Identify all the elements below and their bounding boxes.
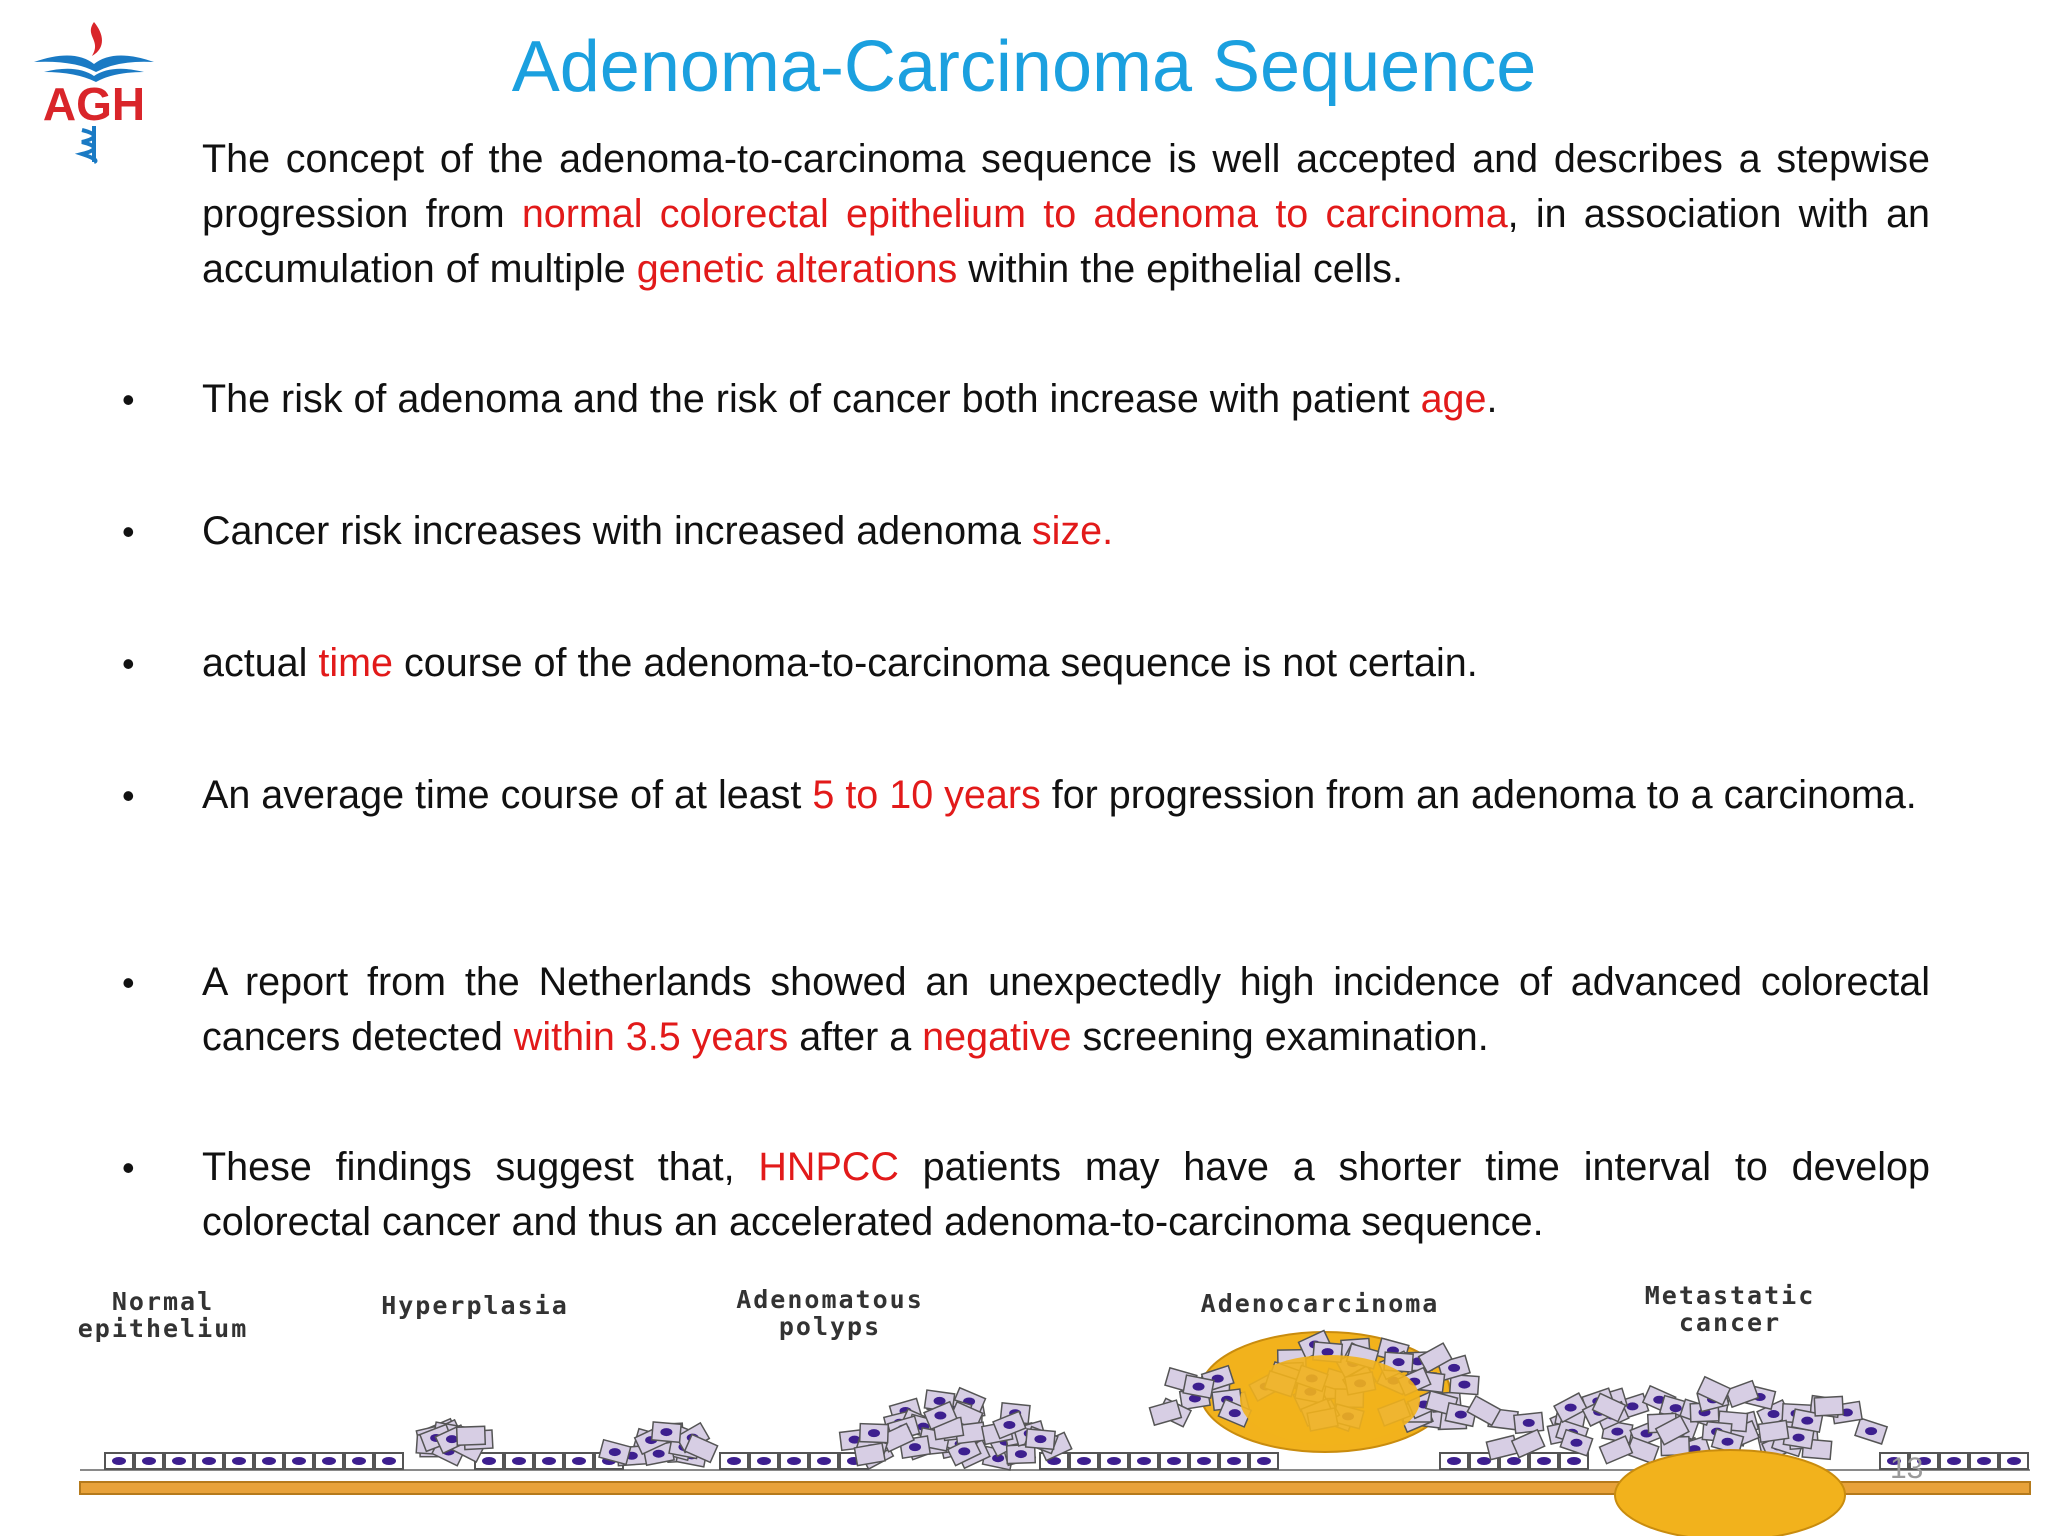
cell-nucleus bbox=[482, 1457, 496, 1465]
bullet-marker: • bbox=[122, 379, 135, 420]
cell-nucleus bbox=[1193, 1383, 1205, 1391]
cell-nucleus bbox=[1229, 1409, 1241, 1417]
bullet-marker: • bbox=[122, 643, 135, 684]
cell-nucleus bbox=[1477, 1457, 1491, 1465]
cell-nucleus bbox=[1455, 1411, 1467, 1419]
hyperplasia-cell bbox=[457, 1426, 486, 1445]
polyp-cell bbox=[854, 1443, 885, 1466]
cell-nucleus bbox=[382, 1457, 396, 1465]
cell-nucleus bbox=[1793, 1434, 1805, 1442]
body-text: The risk of adenoma and the risk of cancer both increase with patient bbox=[202, 377, 1421, 421]
slide-title: Adenoma-Carcinoma Sequence bbox=[511, 27, 1537, 107]
cell-nucleus bbox=[1077, 1457, 1091, 1465]
cell-nucleus bbox=[2007, 1457, 2021, 1465]
cell-nucleus bbox=[1768, 1410, 1780, 1418]
cell-nucleus bbox=[202, 1457, 216, 1465]
cell-nucleus bbox=[934, 1412, 946, 1420]
cell-nucleus bbox=[909, 1443, 921, 1451]
body-text: actual bbox=[202, 641, 319, 685]
body-text: screening examination. bbox=[1071, 1015, 1489, 1059]
bullet-marker: • bbox=[122, 962, 135, 1003]
cell-nucleus bbox=[1034, 1435, 1046, 1443]
stage-label-line: Hyperplasia bbox=[381, 1291, 569, 1320]
cell-nucleus bbox=[727, 1457, 741, 1465]
highlighted-text: within 3.5 years bbox=[513, 1015, 789, 1059]
stage-label-line: Adenomatous bbox=[736, 1285, 924, 1314]
cell-nucleus bbox=[352, 1457, 366, 1465]
body-text: . bbox=[1486, 377, 1498, 421]
cell-nucleus bbox=[322, 1457, 336, 1465]
cell-nucleus bbox=[609, 1448, 621, 1456]
cell-nucleus bbox=[1611, 1428, 1623, 1436]
stage-label-line: epithelium bbox=[77, 1314, 249, 1343]
metastatic-cell bbox=[1758, 1420, 1788, 1442]
cell-nucleus bbox=[292, 1457, 306, 1465]
highlighted-text: age bbox=[1420, 377, 1487, 421]
highlighted-text: size. bbox=[1031, 509, 1114, 553]
body-text: course of the adenoma-to-carcinoma sequence is not certain. bbox=[393, 641, 1478, 685]
cell-nucleus bbox=[1447, 1457, 1461, 1465]
page-number: 13 bbox=[1890, 1452, 1924, 1485]
cell-nucleus bbox=[1322, 1348, 1334, 1356]
cell-nucleus bbox=[112, 1457, 126, 1465]
cell-nucleus bbox=[572, 1457, 586, 1465]
cell-nucleus bbox=[1570, 1439, 1582, 1447]
cell-nucleus bbox=[1107, 1457, 1121, 1465]
bullet-text-years bbox=[202, 768, 1930, 823]
cell-nucleus bbox=[1567, 1457, 1581, 1465]
body-text: after a bbox=[788, 1015, 923, 1059]
cell-nucleus bbox=[1448, 1364, 1460, 1372]
cell-nucleus bbox=[232, 1457, 246, 1465]
body-text: The concept of the adenoma-to-carcinoma sequence is well accepted and describes a stepwise progression from bbox=[202, 137, 1930, 236]
cell-nucleus bbox=[1801, 1417, 1813, 1425]
bullet-marker: • bbox=[122, 511, 135, 552]
cell-nucleus bbox=[262, 1457, 276, 1465]
stage-label-line: polyps bbox=[778, 1312, 882, 1341]
body-text: Cancer risk increases with increased adenoma bbox=[202, 509, 1032, 553]
tumor-core bbox=[1240, 1355, 1420, 1445]
cell-nucleus bbox=[1458, 1381, 1470, 1389]
cell-nucleus bbox=[1947, 1457, 1961, 1465]
body-text: , in association with an accumulation of multiple bbox=[202, 192, 1930, 291]
cell-nucleus bbox=[1722, 1438, 1734, 1446]
adenoma-carcinoma-diagram bbox=[0, 1320, 2048, 1536]
cell-nucleus bbox=[1523, 1419, 1535, 1427]
intro-paragraph bbox=[202, 132, 1930, 297]
highlighted-text: HNPCC bbox=[758, 1145, 899, 1189]
metastatic-cell bbox=[1814, 1396, 1843, 1415]
metastatic-cell bbox=[1600, 1436, 1633, 1464]
body-text: within the epithelial cells. bbox=[957, 247, 1404, 291]
bullet-text-hnpcc bbox=[202, 1140, 1930, 1250]
stage-label-hyperplasia bbox=[340, 1292, 610, 1319]
cell-nucleus bbox=[1003, 1421, 1015, 1429]
highlighted-text: time bbox=[318, 641, 394, 685]
body-text: for progression from an adenoma to a carcinoma. bbox=[1040, 773, 1917, 817]
stage-label-line: Adenocarcinoma bbox=[1200, 1289, 1440, 1318]
body-text: A report from the Netherlands showed an unexpectedly high incidence of advanced colorectal cancers detected bbox=[202, 960, 1930, 1059]
cell-nucleus bbox=[542, 1457, 556, 1465]
stage-label-line: Normal bbox=[111, 1287, 215, 1316]
stage-label-line: cancer bbox=[1678, 1308, 1782, 1337]
cell-nucleus bbox=[1257, 1457, 1271, 1465]
cell-nucleus bbox=[757, 1457, 771, 1465]
cell-nucleus bbox=[512, 1457, 526, 1465]
cell-nucleus bbox=[1137, 1457, 1151, 1465]
bullet-text-size bbox=[202, 504, 1930, 559]
cell-nucleus bbox=[1670, 1404, 1682, 1412]
cell-nucleus bbox=[1167, 1457, 1181, 1465]
cell-nucleus bbox=[446, 1435, 458, 1443]
highlighted-text: normal colorectal epithelium to adenoma to carcinoma bbox=[521, 192, 1508, 236]
cell-nucleus bbox=[660, 1428, 672, 1436]
cell-nucleus bbox=[817, 1457, 831, 1465]
cell-nucleus bbox=[1977, 1457, 1991, 1465]
cell-nucleus bbox=[1015, 1450, 1027, 1458]
cell-nucleus bbox=[787, 1457, 801, 1465]
bullet-marker: • bbox=[122, 775, 135, 816]
cell-nucleus bbox=[958, 1447, 970, 1455]
bullet-marker: • bbox=[122, 1147, 135, 1188]
stage-label-line: Metastatic bbox=[1644, 1281, 1816, 1310]
invasive-tumor bbox=[1615, 1450, 1845, 1536]
cell-nucleus bbox=[142, 1457, 156, 1465]
body-text: These findings suggest that, bbox=[202, 1145, 759, 1189]
cell-nucleus bbox=[1197, 1457, 1211, 1465]
cell-nucleus bbox=[1626, 1402, 1638, 1410]
cell-nucleus bbox=[1227, 1457, 1241, 1465]
cell-nucleus bbox=[1537, 1457, 1551, 1465]
cell-nucleus bbox=[1393, 1358, 1405, 1366]
cell-nucleus bbox=[653, 1450, 665, 1458]
logo-text: AGH bbox=[42, 78, 146, 130]
highlighted-text: genetic alterations bbox=[636, 247, 958, 291]
cell-nucleus bbox=[1565, 1404, 1577, 1412]
cell-nucleus bbox=[172, 1457, 186, 1465]
body-text: An average time course of at least bbox=[202, 773, 813, 817]
highlighted-text: negative bbox=[922, 1015, 1072, 1059]
cell-nucleus bbox=[868, 1429, 880, 1437]
bullet-text-time bbox=[202, 636, 1930, 691]
bullet-text-age bbox=[202, 372, 1930, 427]
bullet-text-netherlands bbox=[202, 955, 1930, 1065]
stage-label-adenocarcinoma bbox=[1120, 1290, 1520, 1317]
body-text: patients may have a shorter time interval to develop colorectal cancer and thus an accelerated adenoma-to-carcinoma sequence. bbox=[202, 1145, 1930, 1244]
highlighted-text: 5 to 10 years bbox=[812, 773, 1041, 817]
cell-nucleus bbox=[1865, 1427, 1877, 1435]
